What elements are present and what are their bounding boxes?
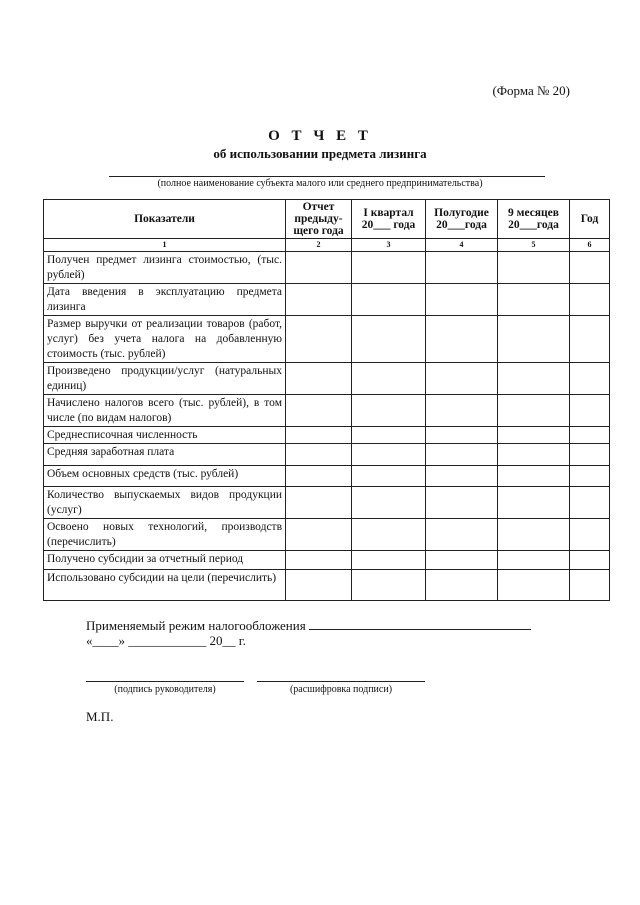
value-cell[interactable] — [352, 284, 426, 316]
table-body — [44, 252, 610, 601]
date-field[interactable]: «____» ____________ 20__ г. — [86, 633, 246, 648]
value-cell[interactable] — [498, 466, 570, 487]
table-row — [44, 551, 610, 570]
value-cell[interactable] — [498, 252, 570, 284]
value-cell[interactable] — [286, 570, 352, 601]
signature-decode-line[interactable] — [257, 681, 425, 682]
table-row — [44, 252, 610, 284]
value-cell[interactable] — [498, 487, 570, 519]
col-header-q1-line1: I квартал — [363, 207, 414, 219]
col-header-9-months-line2: 20___года — [508, 219, 559, 231]
row-label: Размер выручки от реализации товаров (работ, услуг) без учета налога на добавленную стоимость (тыс. рублей) — [44, 316, 286, 363]
row-label: Произведено продукции/услуг (натуральных единиц) — [44, 363, 286, 395]
row-label: Начислено налогов всего (тыс. рублей), в том числе (по видам налогов) — [44, 395, 286, 427]
value-cell[interactable] — [286, 519, 352, 551]
column-number-row — [44, 239, 610, 252]
value-cell[interactable] — [286, 551, 352, 570]
col-header-half-year-line1: Полугодие — [434, 207, 489, 219]
value-cell[interactable] — [570, 487, 610, 519]
col-header-year: Год — [570, 200, 610, 239]
value-cell[interactable] — [352, 395, 426, 427]
value-cell[interactable] — [570, 316, 610, 363]
value-cell[interactable] — [426, 551, 498, 570]
col-header-previous-year-line3: щего года — [293, 225, 344, 237]
value-cell[interactable] — [498, 284, 570, 316]
col-header-previous-year-line1: Отчет — [302, 201, 335, 213]
row-label: Среднесписочная численность — [44, 427, 286, 444]
col-header-9-months — [498, 200, 570, 239]
value-cell[interactable] — [570, 395, 610, 427]
col-header-q1-line2: 20___ года — [361, 219, 416, 231]
value-cell[interactable] — [352, 551, 426, 570]
row-label: Освоено новых технологий, производств (перечислить) — [44, 519, 286, 551]
column-number: 3 — [352, 239, 426, 252]
column-number: 1 — [44, 239, 286, 252]
value-cell[interactable] — [570, 466, 610, 487]
row-label: Количество выпускаемых видов продукции (услуг) — [44, 487, 286, 519]
tax-regime-field — [86, 617, 531, 634]
document-title: О Т Ч Е Т — [268, 128, 372, 144]
value-cell[interactable] — [570, 252, 610, 284]
value-cell[interactable] — [286, 466, 352, 487]
column-number: 6 — [570, 239, 610, 252]
value-cell[interactable] — [352, 444, 426, 466]
organization-name-line[interactable] — [109, 176, 545, 177]
table-row — [44, 316, 610, 363]
table-row — [44, 395, 610, 427]
value-cell[interactable] — [286, 427, 352, 444]
value-cell[interactable] — [426, 519, 498, 551]
stamp-place: М.П. — [86, 709, 114, 724]
value-cell[interactable] — [426, 252, 498, 284]
value-cell[interactable] — [286, 284, 352, 316]
report-table — [43, 199, 610, 601]
value-cell[interactable] — [286, 252, 352, 284]
value-cell[interactable] — [498, 363, 570, 395]
row-label: Получен предмет лизинга стоимостью, (тыс. рублей) — [44, 252, 286, 284]
value-cell[interactable] — [426, 487, 498, 519]
table-header-row — [44, 200, 610, 239]
value-cell[interactable] — [352, 363, 426, 395]
value-cell[interactable] — [426, 363, 498, 395]
table-row — [44, 363, 610, 395]
table-row — [44, 487, 610, 519]
value-cell[interactable] — [498, 427, 570, 444]
column-number: 5 — [498, 239, 570, 252]
value-cell[interactable] — [352, 252, 426, 284]
col-header-half-year-line2: 20___года — [436, 219, 487, 231]
value-cell[interactable] — [352, 427, 426, 444]
table-row — [44, 284, 610, 316]
col-header-indicators: Показатели — [44, 200, 286, 239]
table-row — [44, 444, 610, 466]
row-label: Дата введения в эксплуатацию предмета лизинга — [44, 284, 286, 316]
value-cell[interactable] — [570, 444, 610, 466]
value-cell[interactable] — [286, 487, 352, 519]
value-cell[interactable] — [570, 363, 610, 395]
tax-regime-input-line[interactable] — [309, 617, 531, 630]
table-row — [44, 570, 610, 601]
value-cell[interactable] — [570, 427, 610, 444]
value-cell[interactable] — [498, 551, 570, 570]
value-cell[interactable] — [426, 570, 498, 601]
value-cell[interactable] — [426, 284, 498, 316]
col-header-half-year — [426, 200, 498, 239]
value-cell[interactable] — [426, 466, 498, 487]
value-cell[interactable] — [352, 316, 426, 363]
value-cell[interactable] — [352, 519, 426, 551]
row-label: Объем основных средств (тыс. рублей) — [44, 466, 286, 487]
value-cell[interactable] — [498, 570, 570, 601]
form-number: (Форма № 20) — [492, 83, 570, 98]
col-header-q1 — [352, 200, 426, 239]
value-cell[interactable] — [498, 316, 570, 363]
table-row — [44, 466, 610, 487]
signature-line[interactable] — [86, 681, 244, 682]
value-cell[interactable] — [286, 363, 352, 395]
value-cell[interactable] — [352, 466, 426, 487]
value-cell[interactable] — [498, 395, 570, 427]
value-cell[interactable] — [352, 487, 426, 519]
value-cell[interactable] — [570, 570, 610, 601]
col-header-previous-year-line2: предыду- — [294, 213, 343, 225]
value-cell[interactable] — [426, 316, 498, 363]
value-cell[interactable] — [286, 395, 352, 427]
tax-regime-label: Применяемый режим налогообложения — [86, 618, 306, 633]
value-cell[interactable] — [570, 284, 610, 316]
table-row — [44, 519, 610, 551]
value-cell[interactable] — [570, 551, 610, 570]
row-label: Использовано субсидии на цели (перечислить) — [44, 570, 286, 601]
col-header-previous-year — [286, 200, 352, 239]
value-cell[interactable] — [286, 316, 352, 363]
row-label: Получено субсидии за отчетный период — [44, 551, 286, 570]
organization-name-caption: (полное наименование субъекта малого или среднего предпринимательства) — [157, 178, 483, 189]
col-header-9-months-line1: 9 месяцев — [508, 207, 559, 219]
value-cell[interactable] — [286, 444, 352, 466]
table-row — [44, 427, 610, 444]
value-cell[interactable] — [498, 519, 570, 551]
signature-decode-caption: (расшифровка подписи) — [289, 684, 393, 695]
row-label: Средняя заработная плата — [44, 444, 286, 466]
signature-caption: (подпись руководителя) — [114, 684, 216, 695]
value-cell[interactable] — [426, 444, 498, 466]
column-number: 4 — [426, 239, 498, 252]
document-subtitle: об использовании предмета лизинга — [213, 146, 427, 161]
column-number: 2 — [286, 239, 352, 252]
value-cell[interactable] — [352, 570, 426, 601]
value-cell[interactable] — [498, 444, 570, 466]
value-cell[interactable] — [426, 395, 498, 427]
value-cell[interactable] — [570, 519, 610, 551]
value-cell[interactable] — [426, 427, 498, 444]
